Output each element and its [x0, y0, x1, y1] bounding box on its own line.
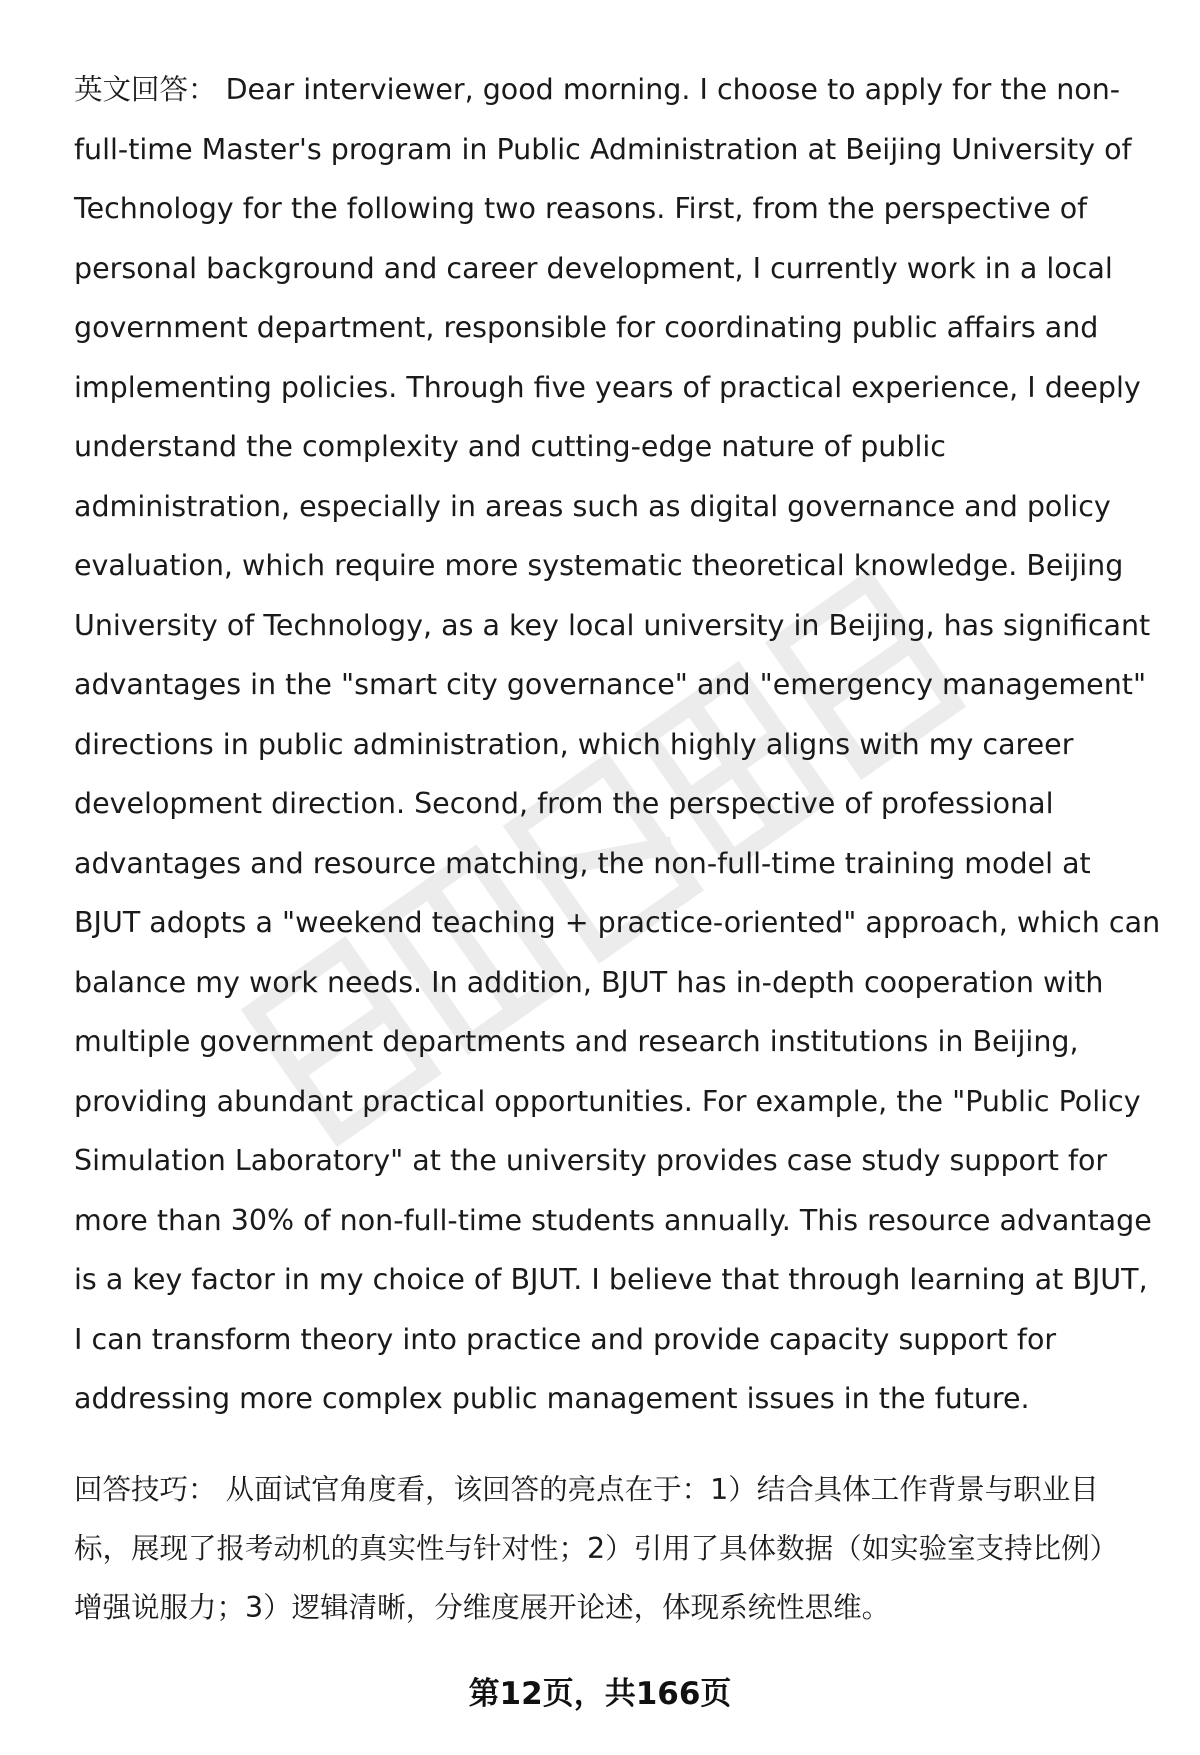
page-indicator: 第12页，共166页: [468, 1676, 732, 1712]
answer-text: Dear interviewer, good morning. I choose to apply for the non-full-time Master's program in Public Administration at Beijing University of Technology for the following two reasons. First, from the perspective of personal background and career development, I currently work in a local government department, responsible for coordinating public affairs and implementing policies. Through five years of practical experience, I deeply understand the complexity and cutting-edge nature of public administration, especially in areas such as digital governance and policy evaluation, which require more systematic theoretical knowledge. Beijing University of Technology, as a key local university in Beijing, has significant advantages in the "smart city governance" and "emergency management" directions in public administration, which highly aligns with my career development direction. Second, from the perspective of professional advantages and resource matching, the non-full-time training model at BJUT adopts a "weekend teaching + practice-oriented" approach, which can balance my work needs. In addition, BJUT has in-depth cooperation with multiple government departments and research institutions in Beijing, providing abundant practical opportunities. For example, the "Public Policy Simulation Laboratory" at the university provides case study support for more than 30% of non-full-time students annually. This resource advantage is a key factor in my choice of BJUT. I believe that through learning at BJUT, I can transform theory into practice and provide capacity support for addressing more complex public management issues in the future.: [74, 73, 1161, 1415]
tips-label: 回答技巧：: [74, 1473, 217, 1506]
tips-text: 从面试官角度看，该回答的亮点在于：1）结合具体工作背景与职业目标，展现了报考动机的真实性与针对性；2）引用了具体数据（如实验室支持比例）增强说服力；3）逻辑清晰，分维度展开论述，体现系统性思维。: [74, 1473, 1119, 1624]
answer-tips-paragraph: [74, 1460, 1144, 1637]
answer-label: 英文回答：: [74, 73, 217, 106]
english-answer-paragraph: [74, 60, 1164, 1429]
